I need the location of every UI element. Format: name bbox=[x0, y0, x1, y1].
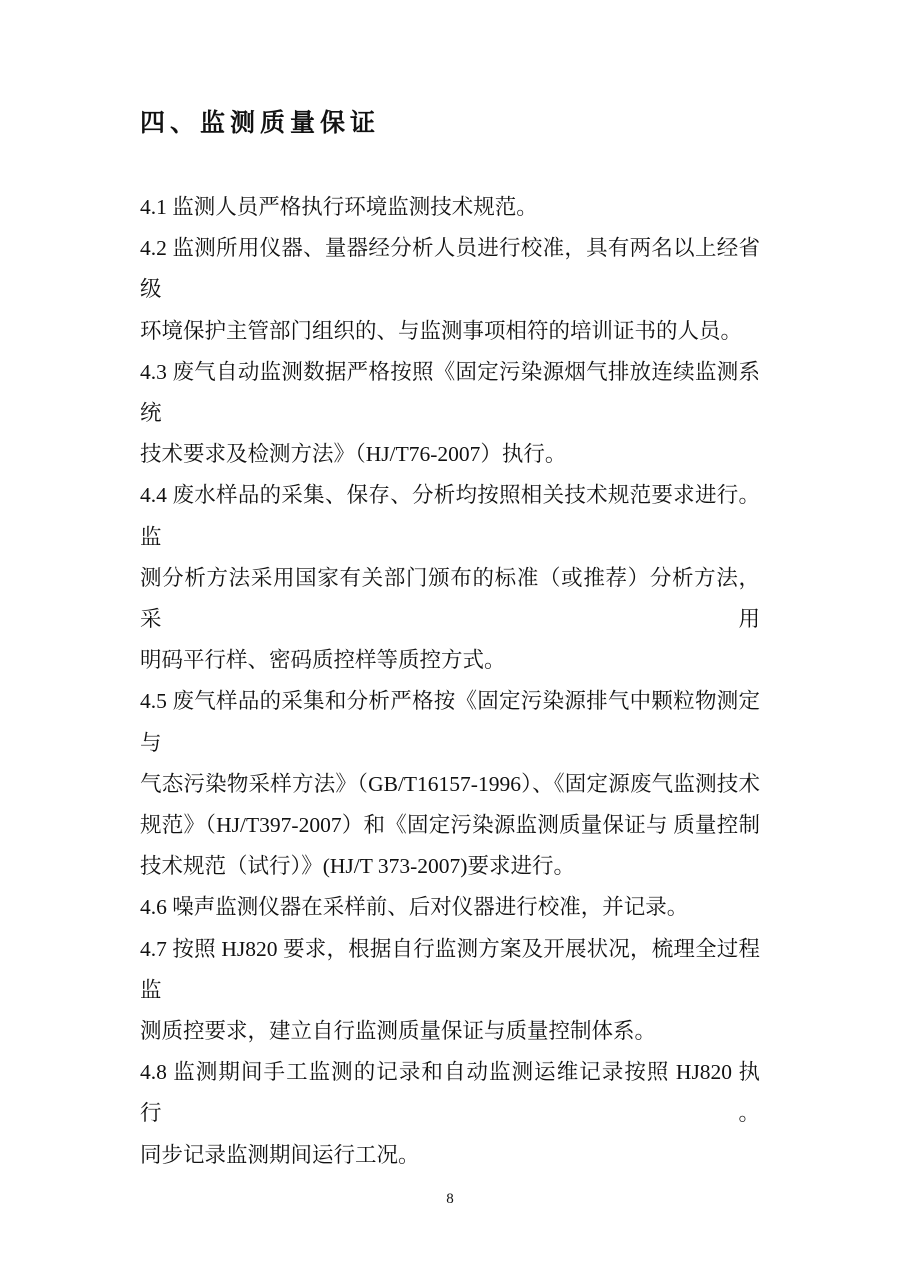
paragraph-line: 4.4 废水样品的采集、保存、分析均按照相关技术规范要求进行。监 bbox=[140, 483, 760, 549]
paragraph-4-8 bbox=[140, 1052, 760, 1176]
paragraph-line: 4.3 废气自动监测数据严格按照《固定污染源烟气排放连续监测系统 bbox=[140, 359, 760, 426]
page-number: 8 bbox=[446, 1191, 454, 1207]
paragraph-line: 4.7 按照 HJ820 要求，根据自行监测方案及开展状况，梳理全过程监 bbox=[140, 936, 760, 1002]
paragraph-line: 测分析方法采用国家有关部门颁布的标准（或推荐）分析方法，采用 bbox=[140, 565, 760, 632]
paragraph-line: 技术要求及检测方法》（HJ/T76-2007）执行。 bbox=[140, 442, 567, 467]
paragraph-4-2 bbox=[140, 228, 760, 352]
paragraph-4-3 bbox=[140, 352, 760, 476]
paragraph-line: 4.5 废气样品的采集和分析严格按《固定污染源排气中颗粒物测定与 bbox=[140, 689, 760, 755]
paragraph-4-1 bbox=[140, 187, 760, 228]
paragraph-line: 气态污染物采样方法》（GB/T16157-1996）、《固定源废气监测技术 bbox=[140, 771, 760, 796]
paragraph-line: 规范》（HJ/T397-2007）和《固定污染源监测质量保证与 质量控制 bbox=[140, 813, 760, 838]
paragraph-line: 明码平行样、密码质控样等质控方式。 bbox=[140, 648, 506, 673]
paragraph-line: 4.2 监测所用仪器、量器经分析人员进行校准，具有两名以上经省级 bbox=[140, 236, 760, 302]
paragraph-line: 4.8 监测期间手工监测的记录和自动监测运维记录按照 HJ820 执行。 bbox=[140, 1060, 760, 1126]
document-content bbox=[140, 110, 760, 1176]
paragraph-line: 4.6 噪声监测仪器在采样前、后对仪器进行校准，并记录。 bbox=[140, 895, 689, 920]
paragraph-4-5 bbox=[140, 681, 760, 887]
paragraph-4-6 bbox=[140, 887, 760, 928]
paragraph-line: 技术规范（试行）》(HJ/T 373-2007)要求进行。 bbox=[140, 854, 575, 879]
paragraph-line: 4.1 监测人员严格执行环境监测技术规范。 bbox=[140, 195, 538, 219]
paragraph-4-7 bbox=[140, 929, 760, 1053]
paragraph-line: 同步记录监测期间运行工况。 bbox=[140, 1142, 420, 1167]
paragraph-line: 环境保护主管部门组织的、与监测事项相符的培训证书的人员。 bbox=[140, 318, 743, 343]
section-title: 四、监测质量保证 bbox=[140, 110, 381, 137]
paragraph-line: 测质控要求，建立自行监测质量保证与质量控制体系。 bbox=[140, 1019, 657, 1044]
paragraph-4-4 bbox=[140, 475, 760, 681]
document-body bbox=[140, 187, 760, 1176]
